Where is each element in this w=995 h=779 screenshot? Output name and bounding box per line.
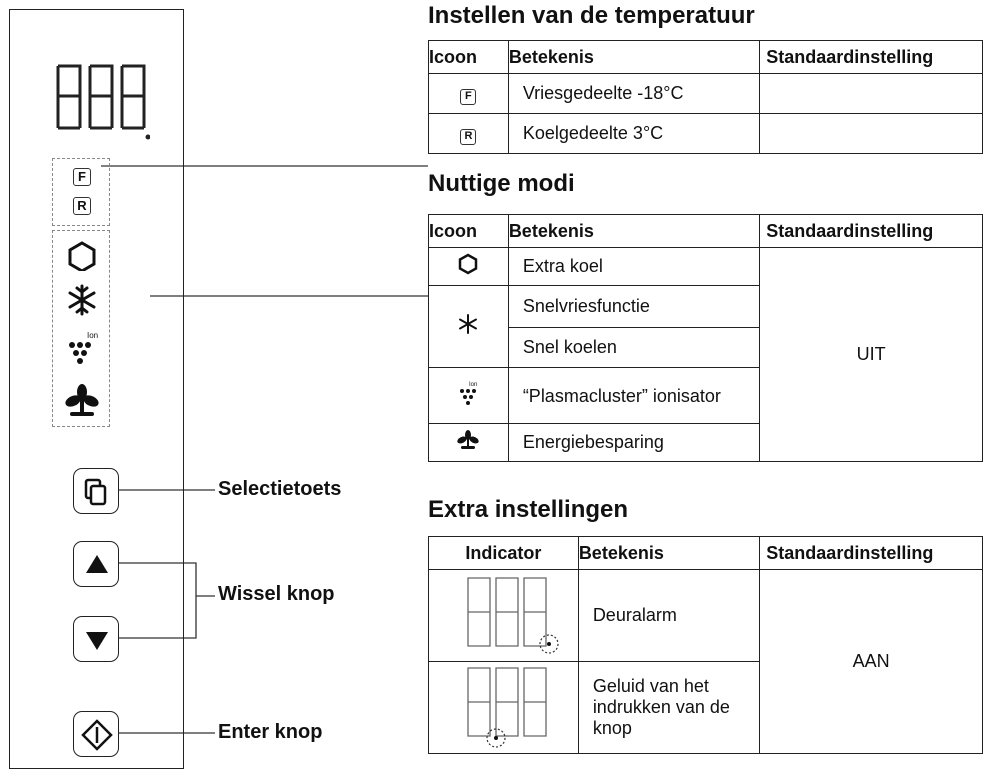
row-meaning: Extra koel <box>508 248 759 286</box>
header-default: Standaardinstelling <box>760 41 983 74</box>
row-meaning: Deuralarm <box>578 570 759 662</box>
freezer-f-icon: F <box>73 168 91 186</box>
row-default <box>760 114 983 154</box>
enter-callout: Enter knop <box>218 721 323 743</box>
modes-table <box>428 214 983 462</box>
row-default <box>760 74 983 114</box>
leaf-icon <box>456 429 480 451</box>
plasmacluster-ion-icon <box>53 329 111 369</box>
temperature-title: Instellen van de temperatuur <box>428 2 755 29</box>
modes-default-value: UIT <box>760 248 983 462</box>
snowflake-icon <box>53 283 111 317</box>
row-meaning: Vriesgedeelte -18°C <box>508 74 759 114</box>
snowflake-icon <box>457 313 479 335</box>
select-copy-icon <box>74 469 120 515</box>
header-default: Standaardinstelling <box>760 537 983 570</box>
triangle-up-icon <box>74 542 120 588</box>
segment-display-icon <box>443 662 563 748</box>
ion-label: Ion <box>87 331 99 340</box>
row-meaning: Snel koelen <box>508 328 759 368</box>
select-button[interactable] <box>73 468 119 514</box>
switch-callout: Wissel knop <box>218 583 335 605</box>
temperature-table <box>428 40 983 154</box>
extra-title: Extra instellingen <box>428 496 629 523</box>
ion-label: Ion <box>469 382 478 388</box>
table-header-row <box>429 215 983 248</box>
modes-title: Nuttige modi <box>428 170 575 197</box>
fridge-r-icon: R <box>460 129 476 145</box>
row-meaning: Koelgedeelte 3°C <box>508 114 759 154</box>
control-panel <box>9 9 184 769</box>
table-header-row <box>429 41 983 74</box>
segment-display-icon <box>443 570 563 656</box>
extra-default-value: AAN <box>760 570 983 754</box>
row-meaning: Energiebesparing <box>508 424 759 462</box>
hexagon-icon <box>457 253 479 275</box>
extra-table <box>428 536 983 754</box>
row-meaning: Geluid van het indrukken van de knop <box>578 662 759 754</box>
up-button[interactable] <box>73 541 119 587</box>
leaf-icon <box>53 383 111 419</box>
header-default: Standaardinstelling <box>760 215 983 248</box>
down-button[interactable] <box>73 616 119 662</box>
freezer-f-icon: F <box>460 89 476 105</box>
header-meaning: Betekenis <box>508 215 759 248</box>
header-meaning: Betekenis <box>578 537 759 570</box>
header-icon: Icoon <box>429 41 509 74</box>
hexagon-icon <box>53 239 111 271</box>
table-row <box>429 248 983 286</box>
header-indicator: Indicator <box>429 537 579 570</box>
row-meaning: Snelvriesfunctie <box>508 286 759 328</box>
table-header-row <box>429 537 983 570</box>
temperature-zone-icons <box>52 158 110 226</box>
table-row <box>429 74 983 114</box>
mode-icons <box>52 230 110 427</box>
plasmacluster-ion-icon <box>456 380 480 406</box>
header-icon: Icoon <box>429 215 509 248</box>
fridge-r-icon: R <box>73 197 91 215</box>
triangle-down-icon <box>74 617 120 663</box>
enter-diamond-icon <box>74 712 120 758</box>
enter-button[interactable] <box>73 711 119 757</box>
header-meaning: Betekenis <box>508 41 759 74</box>
row-meaning: “Plasmacluster” ionisator <box>508 368 759 424</box>
table-row <box>429 570 983 662</box>
select-callout: Selectietoets <box>218 478 342 500</box>
table-row <box>429 114 983 154</box>
temperature-display <box>54 62 150 142</box>
